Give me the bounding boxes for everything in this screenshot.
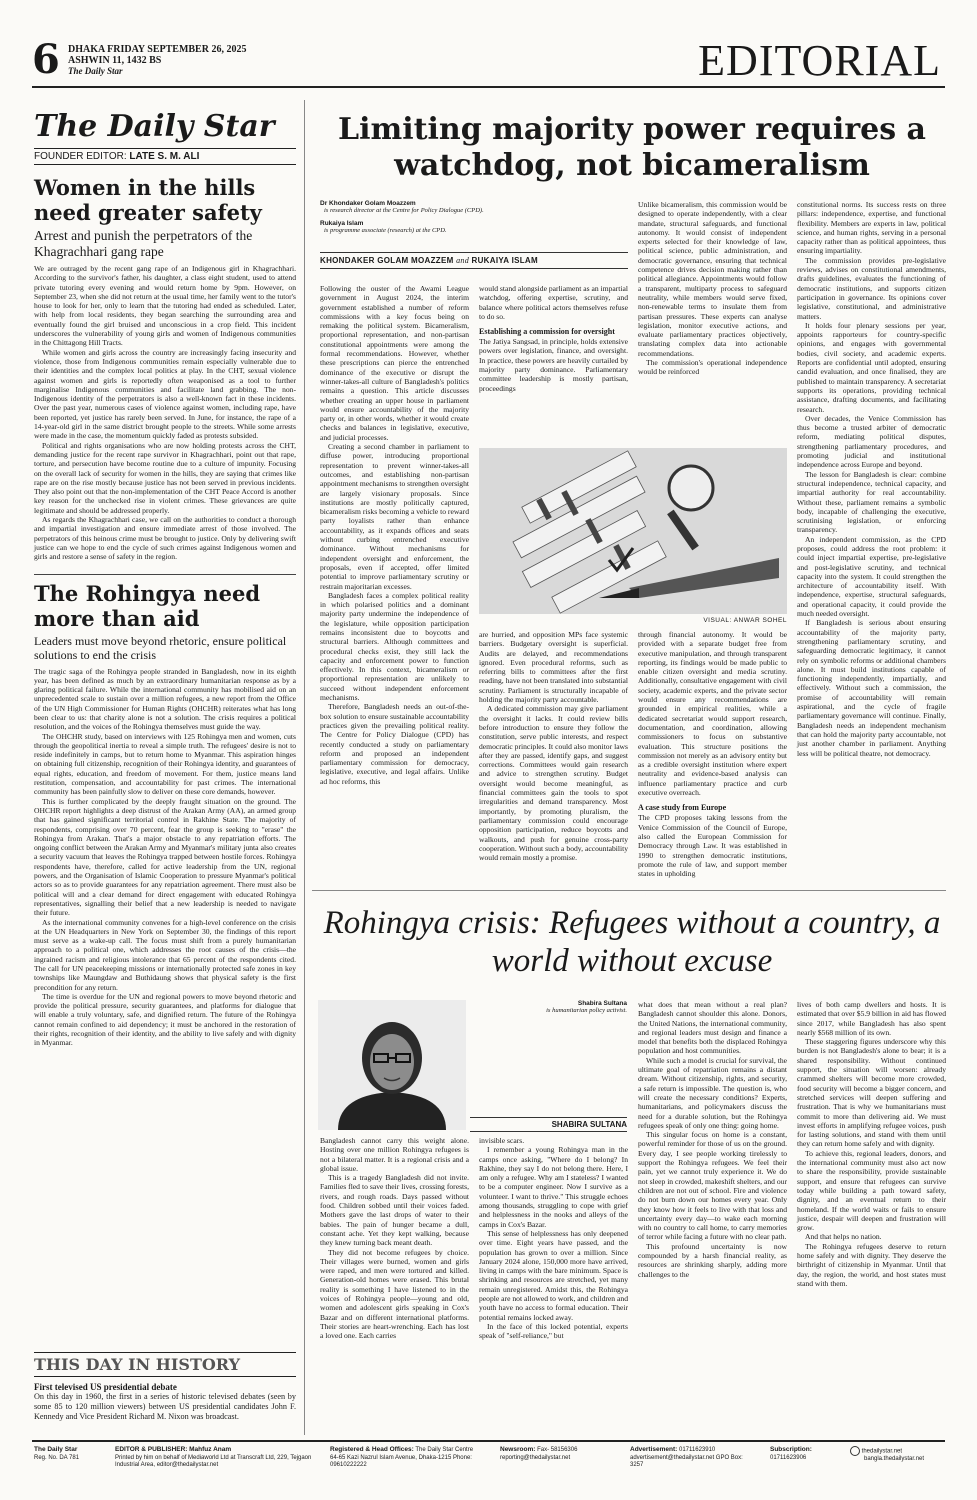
footer-ad-text: 01711623910 advertisement@thedailystar.net GPO Box: 3257 <box>630 1447 743 1468</box>
editorial2-paragraph: As the international community convenes for a high-level conference on the crisis at the UN Headquarters in New York on September 30, the findings of this report must serve as a wake-up call. The focus must shift from a purely humanitarian approach to a political one, which addresses the root causes of the crisis—the ingrained racism and religious intolerance that 65 percent of the respondents cited. The call for UN peacekeeping missions or internationally protected safe zones in key townships like Maungdaw and Buthidaung shows that physical safety is the first precondition for any return. <box>34 917 296 992</box>
footer-newsroom <box>500 1446 610 1462</box>
article1-subhead: A case study from Europe <box>638 803 727 813</box>
editorial2-paragraph: The tragic saga of the Rohingya people stranded in Bangladesh, now in its eighth year, has been defined as much by an extraordinary humanitarian response as by a glaring political failure. While the international community has mobilised aid on an unprecedented scale to sustain over a million refugees, a new report from the Office of the UN High Commissioner for Human Rights (OHCHR) reiterates what has long been clear to us: that charity alone is not a solution. The crisis requires a political resolution, and the voices of the Rohingya themselves must guide the way. <box>34 666 296 732</box>
history-item-text: On this day in 1960, the first in a series of historic televised debates (seen by some 85 to 120 million viewers) between US presidential candidates John F. Kennedy and Vice President Richard M. Nixon was broadcast. <box>34 1392 296 1421</box>
article1-paragraph: A dedicated commission may give parliament the oversight it lacks. It could review bills before introduction to ensure they follow the constitution, serve public interests, and respect democratic principles. It could also monitor laws after they are passed, identify gaps, and suggest corrections. Committees would gain research and advice to strengthen scrutiny. Budget oversight would become meaningful, as financial committees gain the tools to spot irregularities and demand transparency. Most importantly, by promoting pluralism, the parliamentary commission could encourage opposition participation, reduce boycotts and walkouts, and push for genuine cross-party cooperation. Without such a body, accountability would remain mostly a promise. <box>479 704 628 863</box>
footer-sub-label: Subscription: <box>770 1446 812 1453</box>
article1-byline <box>320 252 628 269</box>
date-block <box>68 44 246 77</box>
article1-paragraph: The Jatiya Sangsad, in principle, holds extensive powers over legislation, finance, and oversight. In practice, these powers are heavily curtailed by majority party dominance. Parliamentary committee leadership is mostly partisan, proceedings <box>479 337 628 393</box>
footer-ads <box>630 1446 750 1470</box>
article2-paragraph: To achieve this, regional leaders, donors, and the international community must also act now to share the responsibility, provide sustainable support, and ensure that refugees can survive today while building a path toward safety, dignity, and an eventual return to their homeland. If the world waits or fails to ensure justice, despair will deepen and frustration will grow. <box>797 1148 946 1233</box>
article1-authors <box>320 200 620 234</box>
article1-illustration <box>479 448 787 614</box>
article2-col4 <box>797 1000 946 1288</box>
article1-paragraph: Over decades, the Venice Commission has thus become a trusted arbiter of democratic reform, mediating political disputes, strengthening parliamentary procedures, and promoting judicial and institutional independence across Europe and beyond. <box>797 413 946 470</box>
article2-col2 <box>479 1136 628 1341</box>
article2-author-bio: is humanitarian policy activist. <box>546 1007 627 1014</box>
page-number: 6 <box>32 36 60 83</box>
bangla-date: ASHWIN 11, 1432 BS <box>68 55 162 66</box>
article1-paragraph: Bangladesh faces a complex political reality in which polarised politics and a dominant majority party undermine the independence of the legislature, while opposition participation remains inconsistent due to boycotts and structural barriers. Although committees and procedural checks exist, they still lack the capacity and enforcement power to function effectively. In this context, bicameralism or proportional representation are unlikely to succeed without independent enforcement mechanisms. <box>320 590 469 703</box>
article1-paragraph: An independent commission, as the CPD proposes, could address the root problem: it could inject impartial expertise, pre-legislative and post-legislative scrutiny, and technical capacity into the system. It could strengthen the architecture of accountability itself. With independence, expertise, structural safeguards, and operational capacity, it could provide the much needed oversight. <box>797 534 946 619</box>
date-line: DHAKA FRIDAY SEPTEMBER 26, 2025 <box>68 44 247 55</box>
article2-title: Rohingya crisis: Refugees without a country, a world without excuse <box>323 905 941 979</box>
article1-col2-top <box>479 284 628 393</box>
history-item-title: First televised US presidential debate <box>34 1382 177 1392</box>
article2-paragraph: This profound uncertainty is now compounded by a harsh financial reality, as resources are shrinking sharply, adding more challenges to the <box>638 1241 787 1279</box>
left-column <box>34 110 296 1048</box>
section-title: EDITORIAL <box>698 36 941 85</box>
editorial1-title: Women in the hills need greater safety <box>34 175 262 225</box>
article1-title: Limiting majority power requires a watchdog, not bicameralism <box>338 112 926 183</box>
article2-author <box>470 1000 627 1014</box>
editorial1-body <box>34 264 296 562</box>
article2-paragraph: invisible scars. <box>479 1136 525 1145</box>
globe-icon <box>850 1446 860 1456</box>
footer-web1[interactable]: thedailystar.net <box>861 1448 903 1455</box>
footer-publisher <box>115 1446 315 1470</box>
article2-paragraph: This sense of helplessness has only deepened over time. Eight years have passed, and the population has grown to over a million. Since January 2024 alone, 150,000 more have arrived, living in camps with the bare minimum. Space is shrinking and resources are stretched, yet many remain unregistered. Amidst this, the Rohingya people are not allowed to work, and children and youth have no access to formal education. Their potential remains locked away. <box>479 1228 628 1322</box>
byline-author1: KHONDAKER GOLAM MOAZZEM <box>320 256 454 265</box>
article1-paragraph: The commission provides pre-legislative reviews, advises on constitutional amendments, drafts guidelines, evaluates the functioning of democratic institutions, and supports citizen participation in governance. Its opinions cover legislative, constitutional, and administrative matters. <box>797 255 946 321</box>
article1-col4 <box>797 200 946 758</box>
article1-paragraph: would stand alongside parliament as an impartial watchdog, offering expertise, scrutiny, and balance where political actors themselves refuse to do so. <box>479 284 628 321</box>
article1-paragraph: are hurried, and opposition MPs face systemic barriers. Budgetary oversight is superficial. Audits are delayed, and recommendations ignored. Even procedural reforms, such as referring bills to committees after the first reading, have not been translated into substantial scrutiny. Parliament is structurally incapable of holding the majority party accountable. <box>479 630 628 705</box>
history-box <box>34 1352 296 1422</box>
article2-author-name: Shabira Sultana <box>577 1000 627 1007</box>
footer-subscription <box>770 1446 840 1462</box>
editorial1-paragraph: As regards the Khagrachhari case, we call on the authorities to conduct a thorough and impartial investigation and ensure immediate arrest of those involved. The perpetrators of this heinous crime must be brought to justice. Only by delivering swift justice can we hope to end the cycle of such crimes against Indigenous women and girls and restore a sense of safety in the region. <box>34 515 296 562</box>
article2-paragraph: This is a tragedy Bangladesh did not invite. Families fled to save their lives, crossing forests, rivers, and rough roads. Days passed without food. Children sobbed until their voices faded. Mothers gave the last drops of water to their babies. The pain of hunger became a dull, constant ache. Yet they kept walking, because they knew turning back meant death. <box>320 1173 469 1248</box>
editorial1-paragraph: While women and girls across the country are increasingly facing insecurity and violence, those from Indigenous communities remain especially vulnerable due to their identities and the complex local politics at play. In the CHT, sexual violence against women and girls is reportedly often weaponised as a tool to further marginalise Indigenous communities and facilitate land grabbing. The non-Indigenous identity of the perpetrators is also a well-known fact in these incidents. Over the past year, numerous cases of violence against women, including rape, have been reported, yet justice has rarely been served. In June, for instance, the rape of a 14-year-old girl in the same district brought people to the streets. While some arrests were made in the case, the momentum quickly faded as protests subsided. <box>34 347 296 441</box>
footer-reg: Reg. No. DA 781 <box>34 1454 80 1461</box>
article1-paragraph: Following the ouster of the Awami League government in August 2024, the interim government established a number of reform commissions with a key focus being on remaking the political system. Bicameralism, proportional representation, and non-partisan constitutional appointments were among the formal recommendations. However, whether these prescriptions can pierce the entrenched dominance of the executive or disrupt the winner-takes-all culture of Bangladesh's politics remains a question. This article discusses whether creating an upper house in parliament would ensure accountability of the majority party or, in other words, whether it would create checks and balances in legislative, executive, and judicial processes. <box>320 284 469 442</box>
footer-newsroom-label: Newsroom: <box>500 1446 536 1453</box>
article2-col3 <box>638 1000 787 1279</box>
watchdog-illustration <box>479 448 787 614</box>
founder-name: LATE S. M. ALI <box>129 151 200 162</box>
article1-subhead: Establishing a commission for oversight <box>479 327 615 337</box>
footer-web2[interactable]: bangla.thedailystar.net <box>864 1456 925 1463</box>
founder-label: FOUNDER EDITOR: <box>34 151 127 162</box>
editorial1-paragraph: We are outraged by the recent gang rape of an Indigenous girl in Khagrachhari. According to the survivor's father, his daughter, a class eight student, used to attend private tutoring every evening and would return home by 9pm. However, on September 23, when she did not return at the usual time, her family went to the tutor's house to look for her, only to learn that the tutoring had ended as scheduled. Later, with help from local residents, they began searching the surrounding area and eventually found the girl bruised and unconscious in a crop field. This incident underscores the vulnerability of young girls and women of Indigenous communities in the Chittagong Hill Tracts. <box>34 264 296 348</box>
image-credit: VISUAL: ANWAR SOHEL <box>703 617 787 624</box>
author-portrait-icon <box>318 1000 466 1130</box>
footer-office-text: The Daily Star Centre 64-65 Kazi Nazrul Islam Avenue, Dhaka-1215 Phone: 09610222222 <box>330 1447 474 1468</box>
editorial2-subtitle: Leaders must move beyond rhetoric, ensure political solutions to end the crisis <box>34 633 287 662</box>
author1-bio: is research director at the Centre for Policy Dialogue (CPD). <box>324 207 484 214</box>
editorial2-body <box>34 667 296 1048</box>
editorial2-paragraph: The time is overdue for the UN and regional powers to move beyond rhetoric and provide the political pressure, security guarantees, and platforms for dialogue that will enable a truly voluntary, safe, and dignified return. The future of the Rohingya cannot remain confined to aid dependency; it must be anchored in the restoration of their rights, recognition of their identity, and the ability to live safely and with dignity in Myanmar. <box>34 991 296 1048</box>
article1-paragraph: The CPD proposes taking lessons from the Venice Commission of the Council of Europe, also called the European Commission for Democracy through Law. It was established in 1990 to strengthen democratic institutions, promote the rule of law, and support member states in upholding <box>638 813 787 879</box>
footer-paper-name: The Daily Star <box>34 1446 78 1453</box>
article2-col1 <box>320 1136 469 1341</box>
article2-paragraph: Bangladesh cannot carry this weight alone. Hosting over one million Rohingya refugees is not a bilateral matter. It is a regional crisis and a global issue. <box>320 1136 469 1173</box>
article2-paragraph: They did not become refugees by choice. Their villages were burned, women and girls were raped, and men were tortured and killed. Generation-old homes were erased. This brutal reality is something I have listened to in the voices of Rohingya people—young and old, women and adolescent girls speaking in Cox's Bazar and on different international platforms. Their stories are heart-wrenching. Each has lost a loved one. Each carries <box>320 1247 469 1341</box>
author1-name: Dr Khondaker Golam Moazzem <box>320 200 416 207</box>
footer-office-label: Registered & Head Offices: <box>330 1446 414 1453</box>
editorial1-paragraph: Political and rights organisations who are now holding protests across the CHT, demanding justice for the recent rape survivor in Khagrachhari, point out that rape, torture, and persecution have become routine due to a culture of impunity. Focusing on the overall lack of security for women in the hills, they are saying that crimes like rape are on the rise mostly because justice has not been served in previous incidents. They also point out that the non-implementation of the CHT Peace Accord is another key reason for the unchecked rise in violent crimes. These grievances are quite legitimate and should be addressed properly. <box>34 440 296 515</box>
article1-paragraph: If Bangladesh is serious about ensuring accountability of the majority party, strengthening parliamentary scrutiny, and safeguarding democratic legitimacy, it cannot rely on symbolic reforms or additional chambers alone. It must build institutions capable of functioning independently, impartially, and effectively. Without such a commission, the promise of accountability will remain aspirational, and the cycle of fragile parliamentary governance will continue. Finally, Bangladesh needs an independent mechanism that can hold the majority party accountable, not just another chamber in parliament. Anything less will be political theatre, not democracy. <box>797 618 946 758</box>
footer-office <box>330 1446 480 1470</box>
article2-paragraph: I remember a young Rohingya man in the camps once asking, "Where do I belong? In Rakhine, they say I do not belong there. Here, I am only a refugee. Why am I stateless? I wanted to be a computer engineer. Now I survive as a volunteer. I want to thrive." This struggle echoes among thousands, struggling to cope with grief and helplessness in the nooks and alleys of the camps in Cox's Bazar. <box>479 1145 628 1229</box>
article2-paragraph: This singular focus on home is a constant, powerful reminder for those of us on the ground. Every day, I see people working tirelessly to support the Rohingya refugees. We feel their pain, yet we cannot truly experience it. We do not sleep in crowded, makeshift shelters, and our children are not out of school. Fire and violence do not burn down our homes every year. Only they know how it feels to live with that loss and uncertainty every day—to wake each morning with no country to call home, to carry memories of terror while facing a future with no clear path. <box>638 1130 787 1242</box>
footer-printed: Printed by him on behalf of Mediaworld Ltd at Transcraft Ltd, 229, Tejgaon Industrial Area, editor@thedailystar.net <box>115 1454 312 1468</box>
editorial2-paragraph: This is further complicated by the deeply fraught situation on the ground. The OHCHR report highlights a deep distrust of the Arakan Army (AA), an armed group that has gained significant territorial control in Rakhine State. The majority of respondents, comprising over 70 percent, fear the group is seeking to "erase" the Rohingya from Arakan. That's a major obstacle to any repatriation efforts. The ongoing conflict between the Arakan Army and Myanmar's military junta also creates a security vacuum that leaves the Rohingya trapped between hostile forces. Rohingya respondents have, therefore, called for active leadership from the UN, regional powers, and the Organisation of Islamic Cooperation to pressure Myanmar's political actors so as to provide guarantees for any repatriation agreement. There must also be political will and a clear demand for direct engagement with educated Rohingya representatives, signalling their belief that a new leadership is needed to navigate their future. <box>34 796 296 918</box>
article2-paragraph: And that helps no nation. <box>805 1232 882 1242</box>
article1-paragraph: Therefore, Bangladesh needs an out-of-the-box solution to ensure sustainable accountability practices given the prevailing political reality. The Centre for Policy Dialogue (CPD) has recently conducted a study on parliamentary reform and proposed an independent parliamentary commission for democracy, legislative, executive, and legal affairs. Unlike ad hoc reforms, this <box>320 702 469 786</box>
byline-and: and <box>456 256 469 265</box>
article1-col3-bottom <box>638 630 787 878</box>
article1-paragraph: It holds four plenary sessions per year, appoints rapporteurs for country-specific opinions, and engages with governmental bodies, civil society, and academic experts. Reports are confidential until adopted, ensuring candid evaluation, and once finalised, they are published to maintain transparency. A secretariat supports its operations, providing technical assistance, drafting documents, and facilitating research. <box>797 320 946 414</box>
editorial1-subtitle: Arrest and punish the perpetrators of the Khagrachhari gang rape <box>34 228 253 259</box>
article2-paragraph: These staggering figures underscore why this burden is not Bangladesh's alone to bear; it is a shared responsibility. Without continued support, the situation will worsen: already crammed shelters will become more crowded, food security will become a bigger concern, and stretched services will deepen suffering and frustration. That is why we humanitarians must commit to more than delivering aid. We must invest efforts in amplifying refugee voices, push for lasting solutions, and stand with them until they can return home safely and with dignity. <box>797 1037 946 1149</box>
footer-sub-text: 01711623906 <box>770 1454 807 1461</box>
author2-bio: is programme associate (research) at the CPD. <box>324 227 447 234</box>
footer-ad-label: Advertisement: <box>630 1446 678 1453</box>
author2-name: Rukaiya Islam <box>320 220 364 227</box>
footer-web <box>850 1446 946 1464</box>
editorial2-title: The Rohingya need more than aid <box>34 574 296 631</box>
founder-line <box>34 148 296 165</box>
article1-col2-bottom <box>479 630 628 862</box>
article1-col3-top <box>638 200 787 377</box>
article1-paragraph: through financial autonomy. It would be provided with a separate budget free from executive manipulation, and through transparent reporting, its findings would be made public to enable citizen oversight and media scrutiny. Additionally, consultative engagement with civil society, academic experts, and the private sector would ensure any recommendations are grounded in empirical realities, while a dedicated secretariat would support research, documentation, and coordination, allowing commissioners to focus on substantive evaluation. This structure positions the commission not merely as an advisory entity but as a credible oversight institution where expert neutrality and evidence-based analysis can influence parliamentary practice and curb executive overreach. <box>638 630 787 798</box>
article2-paragraph: The Rohingya refugees deserve to return home safely and with dignity. They deserve the birthright of citizenship in Myanmar. Until that day, the region, the world, and host states must stand with them. <box>797 1241 946 1288</box>
article2-paragraph: In the face of this locked potential, experts speak of "self-reliance," but <box>479 1321 628 1341</box>
article2-byline: SHABIRA SULTANA <box>470 1117 627 1132</box>
article1-paragraph: The commission's operational independence would be reinforced <box>638 358 787 377</box>
footer-publisher-label: EDITOR & PUBLISHER: <box>115 1446 188 1453</box>
article2-paragraph: what does that mean without a real plan? Bangladesh cannot shoulder this alone. Donors, the United Nations, the international community, and regional leaders must design and finance a model that benefits both the displaced Rohingya population and host communities. <box>638 1000 787 1056</box>
paper-small: The Daily Star <box>68 66 123 76</box>
masthead-logo: The Daily Star <box>34 109 275 144</box>
history-heading: THIS DAY IN HISTORY <box>34 1352 296 1377</box>
article1-paragraph: Creating a second chamber in parliament to diffuse power, introducing proportional representation to prevent winner-takes-all outcomes, and establishing non-partisan appointment mechanisms to strengthen oversight are largely visionary proposals. Since institutions are mostly politically captured, bicameralism risks becoming a vehicle to reward party loyalists rather than enhance accountability, as it expands offices and seats without curbing entrenched executive dominance. Without mechanisms for independent oversight and enforcement, the proposals, even if accepted, offer limited potential to improve parliamentary scrutiny or restrain majoritarian excesses. <box>320 442 469 591</box>
author-photo <box>318 1000 466 1130</box>
footer-paper <box>34 1446 104 1462</box>
article1-col1 <box>320 284 469 786</box>
byline-author2: RUKAIYA ISLAM <box>471 256 538 265</box>
article2-paragraph: While such a model is crucial for survival, the ultimate goal of repatriation remains a distant dream. Without citizenship, rights, and security, a safe return is impossible. The question is, who will create the necessary conditions? Experts, humanitarians, and policymakers discuss the need for a durable solution, but the Rohingya refugees speak of only one thing: going home. <box>638 1055 787 1130</box>
article1-paragraph: constitutional norms. Its success rests on three pillars: independence, expertise, and functional flexibility. Members are experts in law, political science, and human rights, serving in a personal capacity rather than as political appointees, thus ensuring impartiality. <box>797 200 946 256</box>
editorial2-paragraph: The OHCHR study, based on interviews with 125 Rohingya men and women, cuts through the geopolitical inertia to reveal a simple truth. The refugees' desire is not to reside indefinitely in camps, but to return home to Myanmar. This aspiration hinges on obtaining full citizenship, recognition of their Rohingya identity, and guarantees of equal rights, education, and freedom of movement. For them, justice means land restitution, compensation, and accountability for past crimes. The international community has been painfully slow to deliver on these core demands, however. <box>34 731 296 797</box>
footer-newsroom-text: Fax- 58156306 reporting@thedailystar.net <box>500 1447 578 1461</box>
article2-paragraph: lives of both camp dwellers and hosts. It is estimated that over $5.9 billion in aid has flowed since 2017, while Bangladesh has also spent nearly $568 million of its own. <box>797 1000 946 1037</box>
footer-publisher-name: Mahfuz Anam <box>189 1446 232 1453</box>
article1-paragraph: The lesson for Bangladesh is clear: combine structural independence, technical capacity, and impartial authority for real accountability. Without these, parliament remains a symbolic body, incapable of challenging the executive, scrutinising legislation, or enforcing transparency. <box>797 469 946 535</box>
article1-paragraph: Unlike bicameralism, this commission would be designed to operate independently, with a clear mandate, structural safeguards, and functional autonomy. It would consist of independent experts selected for their knowledge of law, political science, public administration, and democratic governance, ensuring that technical competence drives decision making rather than political allegiance. Appointments would follow a transparent, multiparty process to safeguard neutrality, while members would serve fixed, non-renewable terms to insulate them from partisan pressures. These experts can analyse legislation, monitor executive actions, and evaluate parliamentary practices objectively, translating complex data into actionable recommendations. <box>638 200 787 358</box>
